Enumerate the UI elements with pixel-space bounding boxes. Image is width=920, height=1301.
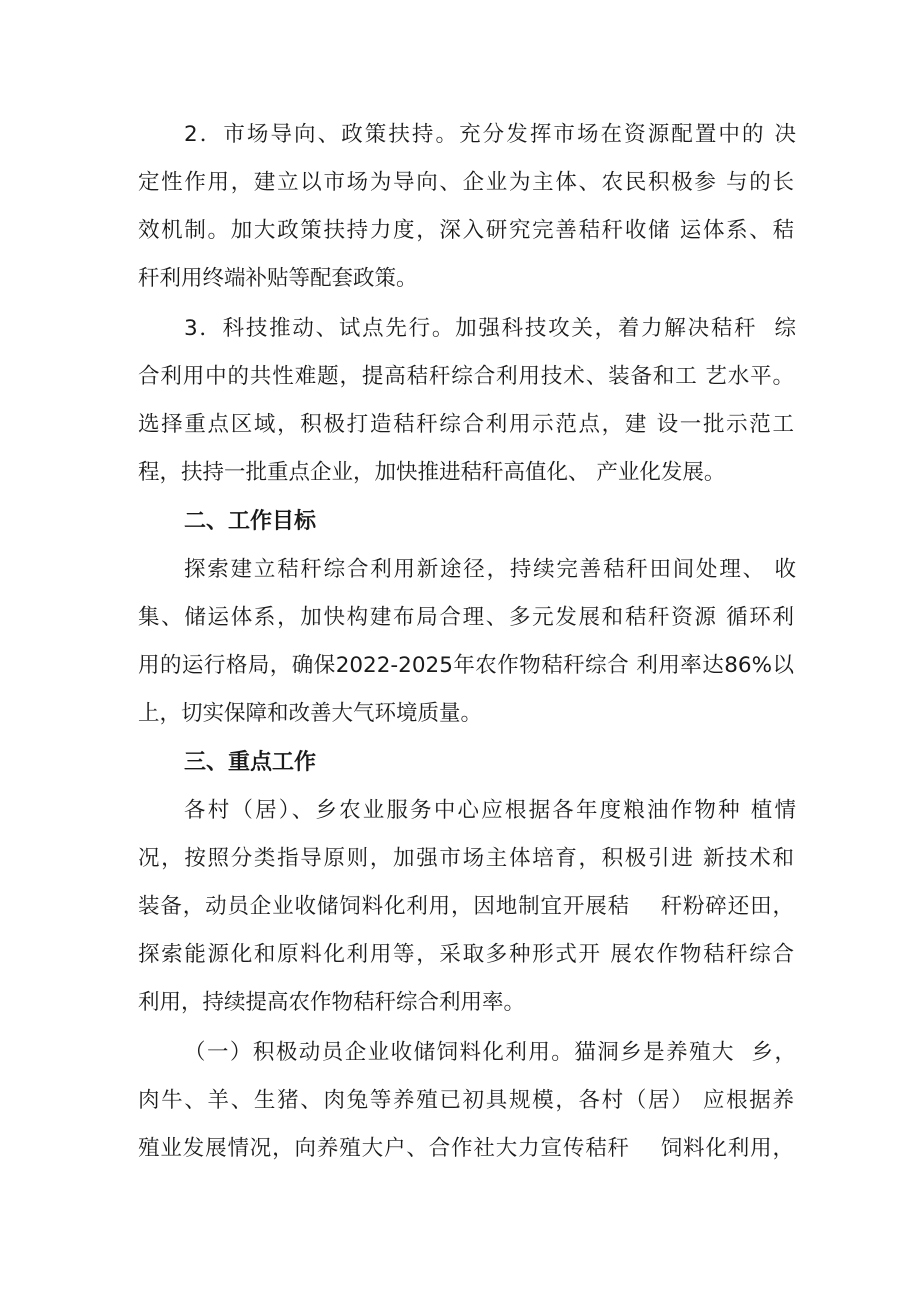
paragraph-2-line-2: 合利用中的共性难题，提高秸秆综合利用技术、装备和工 艺水平。	[138, 364, 794, 389]
paragraph-5-line-3: 殖业发展情况，向养殖大户、合作社大力宣传秸秆 饲料化利用，	[138, 1136, 794, 1161]
paragraph-4-line-3: 装备，动员企业收储饲料化利用，因地制宜开展秸 秆粉碎还田，	[138, 894, 794, 919]
paragraph-3-line-4: 上，切实保障和改善大气环境质量。	[138, 701, 483, 726]
paragraph-4-line-5: 利用，持续提高农作物秸秆综合利用率。	[138, 990, 526, 1015]
paragraph-4-line-2: 况，按照分类指导原则，加强市场主体培育，积极引进 新技术和	[138, 846, 794, 871]
paragraph-3-line-2: 集、储运体系，加快构建布局合理、多元发展和秸秆资源 循环利	[138, 605, 794, 630]
paragraph-1-line-2: 定性作用，建立以市场为导向、企业为主体、农民积极参 与的长	[138, 170, 794, 195]
paragraph-2-line-4: 程，扶持一批重点企业，加快推进秸秆高值化、 产业化发展。	[138, 460, 726, 485]
paragraph-3-line-1: 探索建立秸秆综合利用新途径，持续完善秸秆田间处理、 收	[184, 557, 796, 582]
section-heading-key-work: 三、重点工作	[184, 750, 317, 775]
paragraph-5-line-1: （一）积极动员企业收储饲料化利用。猫洞乡是养殖大 乡，	[184, 1040, 796, 1065]
paragraph-1-line-4: 秆利用终端补贴等配套政策。	[138, 266, 418, 291]
paragraph-2-line-1: 3．科技推动、试点先行。加强科技攻关，着力解决秸秆 综	[184, 316, 796, 341]
paragraph-2-line-3: 选择重点区域，积极打造秸秆综合利用示范点，建 设一批示范工	[138, 412, 794, 437]
paragraph-3-line-3: 用的运行格局，确保2022-2025年农作物秸秆综合 利用率达86%以	[138, 653, 794, 678]
paragraph-4-line-1: 各村（居）、乡农业服务中心应根据各年度粮油作物种 植情	[184, 798, 796, 823]
paragraph-1-line-3: 效机制。加大政策扶持力度，深入研究完善秸秆收储 运体系、秸	[138, 218, 794, 243]
section-heading-work-goals: 二、工作目标	[184, 509, 317, 534]
paragraph-1-line-1: 2．市场导向、政策扶持。充分发挥市场在资源配置中的 决	[184, 122, 796, 147]
paragraph-4-line-4: 探索能源化和原料化利用等，采取多种形式开 展农作物秸秆综合	[138, 942, 794, 967]
paragraph-5-line-2: 肉牛、羊、生猪、肉兔等养殖已初具规模，各村（居） 应根据养	[138, 1088, 794, 1113]
